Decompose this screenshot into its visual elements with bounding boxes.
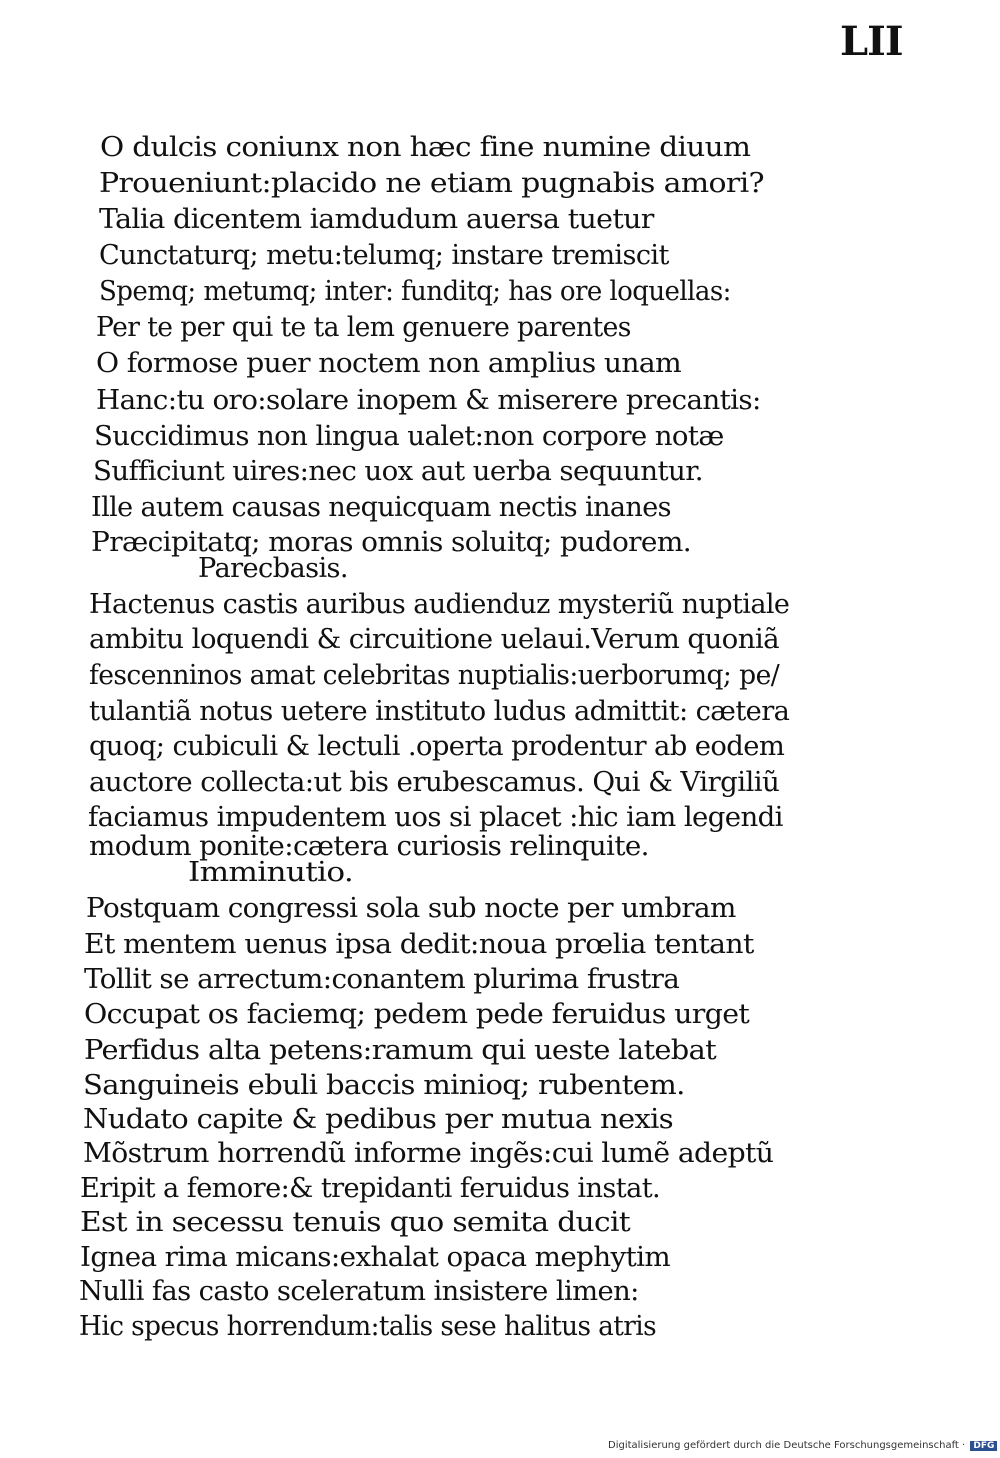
text-line: Præcipitatq; moras omnis soluitq; pudorem. — [91, 527, 692, 558]
text-line: Proueniunt:placido ne etiam pugnabis amori? — [99, 168, 764, 199]
text-line: tulantiã notus uetere instituto ludus admittit: cætera — [89, 696, 790, 727]
folio-number: LII — [840, 18, 903, 65]
text-line: modum ponite:cætera curiosis relinquite. — [89, 831, 649, 862]
text-line: Mõstrum horrendũ informe ingẽs:cui lumẽ adeptũ — [83, 1138, 774, 1169]
text-line: Perfidus alta petens:ramum qui ueste latebat — [84, 1035, 717, 1066]
section-heading: Imminutio. — [188, 857, 354, 888]
text-line: O formose puer noctem non amplius unam — [96, 348, 682, 379]
text-line: faciamus impudentem uos si placet :hic iam legendi — [88, 802, 783, 833]
text-line: Eripit a femore:& trepidanti feruidus instat. — [80, 1173, 661, 1204]
text-line: Succidimus non lingua ualet:non corpore notæ — [94, 421, 724, 452]
footer-text: Digitalisierung gefördert durch die Deutsche Forschungsgemeinschaft · — [608, 1440, 966, 1451]
footer-credit — [608, 1440, 997, 1451]
text-line: Tollit se arrectum:conantem plurima frustra — [84, 964, 680, 995]
text-line: Et mentem uenus ipsa dedit:noua prœlia tentant — [84, 929, 754, 960]
text-line: Spemq; metumq; inter: funditq; has ore loquellas: — [99, 276, 731, 307]
text-line: quoq; cubiculi & lectuli .operta prodentur ab eodem — [89, 731, 785, 762]
text-line: Hactenus castis auribus audienduz mysteriũ nuptiale — [89, 589, 790, 620]
dfg-logo: DFG — [970, 1441, 997, 1451]
text-line: Postquam congressi sola sub nocte per umbram — [86, 893, 736, 924]
text-line: Ignea rima micans:exhalat opaca mephytim — [80, 1242, 671, 1273]
text-line: fescenninos amat celebritas nuptialis:uerborumq; pe/ — [89, 660, 780, 691]
text-line: Est in secessu tenuis quo semita ducit — [80, 1207, 631, 1238]
text-line: Hic specus horrendum:talis sese halitus atris — [79, 1311, 657, 1342]
text-line: Per te per qui te ta lem genuere parentes — [96, 312, 631, 343]
text-line: Sanguineis ebuli baccis minioq; rubentem. — [83, 1070, 685, 1101]
text-line: Hanc:tu oro:solare inopem & miserere precantis: — [96, 385, 761, 416]
text-line: Cunctaturq; metu:telumq; instare tremiscit — [99, 240, 669, 271]
text-line: Ille autem causas nequicquam nectis inanes — [91, 492, 671, 523]
section-heading: Parecbasis. — [198, 553, 348, 584]
text-line: O dulcis coniunx non hæc fine numine diuum — [100, 132, 751, 163]
text-line: Nudato capite & pedibus per mutua nexis — [83, 1104, 674, 1135]
text-line: Sufficiunt uires:nec uox aut uerba sequuntur. — [93, 456, 703, 487]
text-line: Talia dicentem iamdudum auersa tuetur — [99, 204, 654, 235]
text-line: Nulli fas casto sceleratum insistere limen: — [79, 1276, 639, 1307]
text-line: auctore collecta:ut bis erubescamus. Qui & Virgiliũ — [89, 767, 780, 798]
text-line: ambitu loquendi & circuitione uelaui.Verum quoniã — [89, 624, 780, 655]
text-line: Occupat os faciemq; pedem pede feruidus urget — [84, 999, 750, 1030]
